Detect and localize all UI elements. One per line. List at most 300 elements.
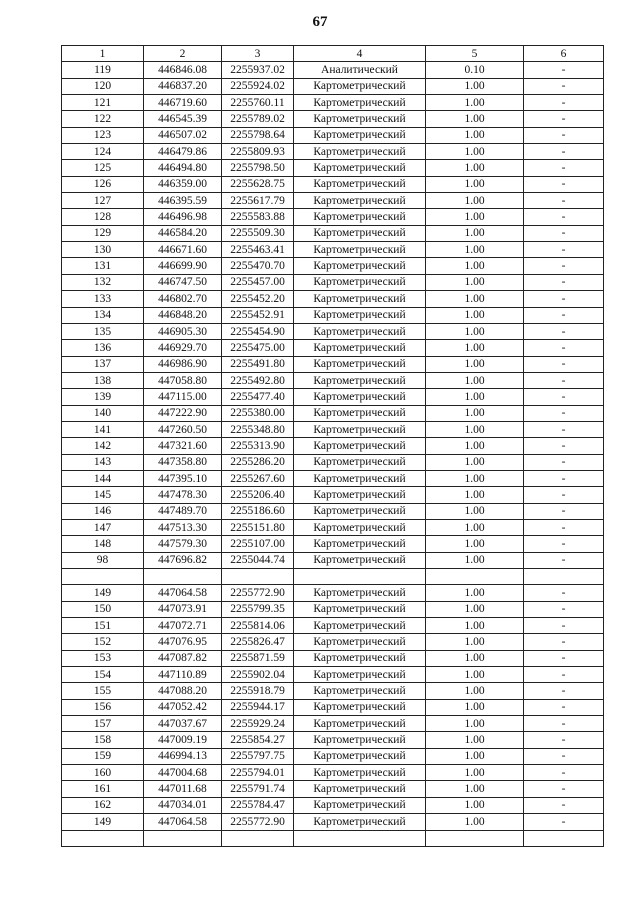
- cell-y-coordinate: 2255617.79: [222, 193, 294, 209]
- table-row: [62, 307, 604, 323]
- header-row: [62, 46, 604, 62]
- cell-y-coordinate: 2255470.70: [222, 258, 294, 274]
- table-row: [62, 716, 604, 732]
- cell-note: -: [524, 242, 604, 258]
- cell-x-coordinate: 447072.71: [144, 618, 222, 634]
- cell-point-number: 160: [62, 765, 144, 781]
- table-row: [62, 62, 604, 78]
- cell-note: -: [524, 193, 604, 209]
- table-row: [62, 291, 604, 307]
- cell-accuracy: 1.00: [426, 176, 524, 192]
- cell-accuracy: 1.00: [426, 274, 524, 290]
- cell-accuracy: 1.00: [426, 781, 524, 797]
- cell-point-number: 131: [62, 258, 144, 274]
- cell-note: -: [524, 127, 604, 143]
- cell-y-coordinate: 2255924.02: [222, 78, 294, 94]
- cell-x-coordinate: 447052.42: [144, 699, 222, 715]
- cell-note: -: [524, 683, 604, 699]
- cell-method: Картометрический: [294, 291, 426, 307]
- cell-note: -: [524, 356, 604, 372]
- cell-note: -: [524, 62, 604, 78]
- cell-y-coordinate: 2255794.01: [222, 765, 294, 781]
- cell-note: -: [524, 405, 604, 421]
- cell-y-coordinate: 2255760.11: [222, 95, 294, 111]
- cell-point-number: 158: [62, 732, 144, 748]
- cell-x-coordinate: 446494.80: [144, 160, 222, 176]
- cell-point-number: 130: [62, 242, 144, 258]
- cell-y-coordinate: 2255784.47: [222, 797, 294, 813]
- cell-note: -: [524, 209, 604, 225]
- cell-point-number: 157: [62, 716, 144, 732]
- cell-point-number: 143: [62, 454, 144, 470]
- table-row: [62, 323, 604, 339]
- cell-note: -: [524, 291, 604, 307]
- cell-note: -: [524, 732, 604, 748]
- cell-note: -: [524, 618, 604, 634]
- cell-method: Картометрический: [294, 405, 426, 421]
- cell-point-number: 162: [62, 797, 144, 813]
- cell-method: Картометрический: [294, 160, 426, 176]
- cell-method: Картометрический: [294, 585, 426, 601]
- table-row: [62, 356, 604, 372]
- cell-point-number: 121: [62, 95, 144, 111]
- cell-point-number: 98: [62, 552, 144, 568]
- cell-point-number: 149: [62, 585, 144, 601]
- header-cell-6: 6: [524, 46, 604, 62]
- cell-method: Картометрический: [294, 814, 426, 830]
- cell-note: -: [524, 781, 604, 797]
- table-row: [62, 421, 604, 437]
- table-row: [62, 699, 604, 715]
- cell-note: -: [524, 323, 604, 339]
- cell-note: -: [524, 438, 604, 454]
- cell-method: Картометрический: [294, 683, 426, 699]
- cell-method: [294, 830, 426, 846]
- cell-accuracy: 1.00: [426, 438, 524, 454]
- table-row: [62, 372, 604, 388]
- cell-accuracy: 1.00: [426, 667, 524, 683]
- cell-point-number: 124: [62, 144, 144, 160]
- cell-x-coordinate: 447478.30: [144, 487, 222, 503]
- cell-method: Картометрический: [294, 503, 426, 519]
- cell-point-number: 141: [62, 421, 144, 437]
- cell-x-coordinate: 447073.91: [144, 601, 222, 617]
- cell-x-coordinate: 447088.20: [144, 683, 222, 699]
- cell-method: Картометрический: [294, 552, 426, 568]
- cell-method: Картометрический: [294, 323, 426, 339]
- cell-y-coordinate: 2255286.20: [222, 454, 294, 470]
- cell-y-coordinate: 2255772.90: [222, 814, 294, 830]
- cell-point-number: 136: [62, 340, 144, 356]
- table-row: [62, 519, 604, 535]
- cell-point-number: 159: [62, 748, 144, 764]
- cell-x-coordinate: 446671.60: [144, 242, 222, 258]
- cell-note: -: [524, 814, 604, 830]
- cell-accuracy: 1.00: [426, 683, 524, 699]
- cell-method: Аналитический: [294, 62, 426, 78]
- cell-point-number: 132: [62, 274, 144, 290]
- cell-note: -: [524, 470, 604, 486]
- cell-y-coordinate: 2255044.74: [222, 552, 294, 568]
- cell-y-coordinate: 2255491.80: [222, 356, 294, 372]
- cell-method: Картометрический: [294, 438, 426, 454]
- cell-point-number: 153: [62, 650, 144, 666]
- cell-y-coordinate: 2255798.64: [222, 127, 294, 143]
- cell-accuracy: 1.00: [426, 78, 524, 94]
- cell-method: Картометрический: [294, 95, 426, 111]
- cell-method: Картометрический: [294, 78, 426, 94]
- cell-x-coordinate: 446496.98: [144, 209, 222, 225]
- cell-y-coordinate: 2255151.80: [222, 519, 294, 535]
- cell-x-coordinate: 447009.19: [144, 732, 222, 748]
- cell-accuracy: 1.00: [426, 487, 524, 503]
- cell-y-coordinate: 2255509.30: [222, 225, 294, 241]
- cell-accuracy: 1.00: [426, 127, 524, 143]
- cell-y-coordinate: [222, 830, 294, 846]
- cell-y-coordinate: 2255452.20: [222, 291, 294, 307]
- cell-point-number: 133: [62, 291, 144, 307]
- cell-y-coordinate: 2255186.60: [222, 503, 294, 519]
- cell-accuracy: 1.00: [426, 618, 524, 634]
- cell-x-coordinate: 447358.80: [144, 454, 222, 470]
- cell-point-number: 151: [62, 618, 144, 634]
- cell-point-number: [62, 830, 144, 846]
- cell-x-coordinate: 446719.60: [144, 95, 222, 111]
- table-row: [62, 601, 604, 617]
- cell-note: [524, 569, 604, 585]
- cell-note: -: [524, 552, 604, 568]
- table-row: [62, 258, 604, 274]
- cell-point-number: 123: [62, 127, 144, 143]
- cell-accuracy: 1.00: [426, 372, 524, 388]
- cell-accuracy: 1.00: [426, 291, 524, 307]
- header-cell-2: 2: [144, 46, 222, 62]
- cell-y-coordinate: 2255937.02: [222, 62, 294, 78]
- cell-method: Картометрический: [294, 618, 426, 634]
- cell-accuracy: 1.00: [426, 356, 524, 372]
- cell-point-number: 161: [62, 781, 144, 797]
- table-row: [62, 274, 604, 290]
- cell-x-coordinate: 447058.80: [144, 372, 222, 388]
- cell-note: -: [524, 78, 604, 94]
- cell-accuracy: 1.00: [426, 601, 524, 617]
- cell-accuracy: 1.00: [426, 536, 524, 552]
- cell-point-number: 142: [62, 438, 144, 454]
- cell-note: -: [524, 585, 604, 601]
- cell-note: -: [524, 601, 604, 617]
- table-row: [62, 340, 604, 356]
- cell-method: Картометрический: [294, 127, 426, 143]
- cell-y-coordinate: 2255791.74: [222, 781, 294, 797]
- cell-accuracy: 1.00: [426, 405, 524, 421]
- cell-accuracy: 1.00: [426, 144, 524, 160]
- cell-x-coordinate: 447037.67: [144, 716, 222, 732]
- table-row: [62, 667, 604, 683]
- table-row: [62, 225, 604, 241]
- cell-method: Картометрический: [294, 748, 426, 764]
- cell-method: Картометрический: [294, 144, 426, 160]
- cell-point-number: 129: [62, 225, 144, 241]
- cell-accuracy: 1.00: [426, 323, 524, 339]
- cell-x-coordinate: 446747.50: [144, 274, 222, 290]
- cell-accuracy: 1.00: [426, 307, 524, 323]
- cell-y-coordinate: 2255454.90: [222, 323, 294, 339]
- cell-x-coordinate: 447260.50: [144, 421, 222, 437]
- cell-point-number: 127: [62, 193, 144, 209]
- cell-accuracy: 1.00: [426, 699, 524, 715]
- cell-y-coordinate: 2255380.00: [222, 405, 294, 421]
- cell-method: Картометрический: [294, 732, 426, 748]
- cell-y-coordinate: 2255492.80: [222, 372, 294, 388]
- cell-x-coordinate: 446507.02: [144, 127, 222, 143]
- cell-x-coordinate: [144, 830, 222, 846]
- cell-accuracy: 1.00: [426, 111, 524, 127]
- cell-note: [524, 830, 604, 846]
- cell-accuracy: 1.00: [426, 160, 524, 176]
- cell-method: Картометрический: [294, 716, 426, 732]
- header-cell-1: 1: [62, 46, 144, 62]
- cell-accuracy: 1.00: [426, 519, 524, 535]
- table-row: [62, 650, 604, 666]
- cell-point-number: 155: [62, 683, 144, 699]
- table-row: [62, 438, 604, 454]
- cell-method: Картометрический: [294, 470, 426, 486]
- cell-x-coordinate: 446929.70: [144, 340, 222, 356]
- cell-note: -: [524, 748, 604, 764]
- cell-note: -: [524, 225, 604, 241]
- cell-x-coordinate: 446986.90: [144, 356, 222, 372]
- cell-point-number: 140: [62, 405, 144, 421]
- cell-accuracy: 0.10: [426, 62, 524, 78]
- cell-note: -: [524, 258, 604, 274]
- cell-method: Картометрический: [294, 454, 426, 470]
- cell-y-coordinate: 2255814.06: [222, 618, 294, 634]
- table-row: [62, 748, 604, 764]
- cell-x-coordinate: 447579.30: [144, 536, 222, 552]
- page-number: 67: [312, 14, 328, 30]
- cell-x-coordinate: 446479.86: [144, 144, 222, 160]
- cell-method: Картометрический: [294, 356, 426, 372]
- cell-point-number: 146: [62, 503, 144, 519]
- cell-method: Картометрический: [294, 421, 426, 437]
- header-cell-5: 5: [426, 46, 524, 62]
- cell-note: -: [524, 372, 604, 388]
- cell-y-coordinate: 2255902.04: [222, 667, 294, 683]
- cell-note: -: [524, 95, 604, 111]
- cell-x-coordinate: 446994.13: [144, 748, 222, 764]
- cell-x-coordinate: 447064.58: [144, 585, 222, 601]
- cell-note: -: [524, 160, 604, 176]
- cell-y-coordinate: 2255583.88: [222, 209, 294, 225]
- table-row: [62, 389, 604, 405]
- cell-accuracy: 1.00: [426, 634, 524, 650]
- cell-note: -: [524, 340, 604, 356]
- cell-x-coordinate: 447076.95: [144, 634, 222, 650]
- table-row: [62, 569, 604, 585]
- table-row: [62, 765, 604, 781]
- cell-method: Картометрический: [294, 634, 426, 650]
- cell-y-coordinate: 2255206.40: [222, 487, 294, 503]
- table-body: [62, 62, 604, 847]
- cell-accuracy: 1.00: [426, 716, 524, 732]
- cell-method: Картометрический: [294, 765, 426, 781]
- cell-x-coordinate: 446837.20: [144, 78, 222, 94]
- cell-accuracy: 1.00: [426, 585, 524, 601]
- cell-y-coordinate: 2255871.59: [222, 650, 294, 666]
- cell-note: -: [524, 634, 604, 650]
- cell-note: -: [524, 716, 604, 732]
- cell-y-coordinate: 2255772.90: [222, 585, 294, 601]
- cell-accuracy: 1.00: [426, 797, 524, 813]
- table-row: [62, 683, 604, 699]
- cell-accuracy: 1.00: [426, 503, 524, 519]
- cell-y-coordinate: 2255107.00: [222, 536, 294, 552]
- cell-method: Картометрический: [294, 176, 426, 192]
- cell-x-coordinate: 447115.00: [144, 389, 222, 405]
- cell-point-number: 145: [62, 487, 144, 503]
- cell-accuracy: 1.00: [426, 389, 524, 405]
- cell-method: Картометрический: [294, 209, 426, 225]
- cell-accuracy: 1.00: [426, 650, 524, 666]
- cell-x-coordinate: 447321.60: [144, 438, 222, 454]
- cell-y-coordinate: 2255918.79: [222, 683, 294, 699]
- header-cell-3: 3: [222, 46, 294, 62]
- cell-method: Картометрический: [294, 667, 426, 683]
- cell-note: -: [524, 454, 604, 470]
- cell-method: Картометрический: [294, 274, 426, 290]
- cell-x-coordinate: 447110.89: [144, 667, 222, 683]
- header-cell-4: 4: [294, 46, 426, 62]
- cell-y-coordinate: 2255267.60: [222, 470, 294, 486]
- cell-y-coordinate: 2255313.90: [222, 438, 294, 454]
- cell-point-number: 126: [62, 176, 144, 192]
- table-row: [62, 781, 604, 797]
- cell-point-number: 150: [62, 601, 144, 617]
- table-row: [62, 242, 604, 258]
- cell-x-coordinate: 447696.82: [144, 552, 222, 568]
- table-row: [62, 470, 604, 486]
- cell-accuracy: 1.00: [426, 242, 524, 258]
- cell-accuracy: 1.00: [426, 95, 524, 111]
- cell-method: Картометрический: [294, 242, 426, 258]
- cell-point-number: 147: [62, 519, 144, 535]
- cell-method: Картометрический: [294, 258, 426, 274]
- cell-method: [294, 569, 426, 585]
- table-row: [62, 78, 604, 94]
- cell-method: Картометрический: [294, 536, 426, 552]
- cell-accuracy: 1.00: [426, 454, 524, 470]
- cell-note: -: [524, 144, 604, 160]
- cell-point-number: 122: [62, 111, 144, 127]
- cell-x-coordinate: 446359.00: [144, 176, 222, 192]
- table-row: [62, 405, 604, 421]
- cell-x-coordinate: 446584.20: [144, 225, 222, 241]
- cell-note: -: [524, 699, 604, 715]
- cell-method: Картометрический: [294, 601, 426, 617]
- cell-x-coordinate: 446395.59: [144, 193, 222, 209]
- table-row: [62, 830, 604, 846]
- cell-note: -: [524, 765, 604, 781]
- table-row: [62, 814, 604, 830]
- cell-note: -: [524, 536, 604, 552]
- cell-y-coordinate: 2255854.27: [222, 732, 294, 748]
- table-row: [62, 127, 604, 143]
- cell-x-coordinate: 447034.01: [144, 797, 222, 813]
- cell-y-coordinate: 2255457.00: [222, 274, 294, 290]
- table-row: [62, 552, 604, 568]
- cell-point-number: 137: [62, 356, 144, 372]
- cell-accuracy: 1.00: [426, 765, 524, 781]
- cell-note: -: [524, 797, 604, 813]
- cell-x-coordinate: 447513.30: [144, 519, 222, 535]
- cell-accuracy: 1.00: [426, 340, 524, 356]
- cell-x-coordinate: 447064.58: [144, 814, 222, 830]
- cell-method: Картометрический: [294, 519, 426, 535]
- cell-y-coordinate: 2255463.41: [222, 242, 294, 258]
- cell-y-coordinate: 2255799.35: [222, 601, 294, 617]
- cell-accuracy: [426, 569, 524, 585]
- cell-y-coordinate: 2255789.02: [222, 111, 294, 127]
- cell-x-coordinate: 447222.90: [144, 405, 222, 421]
- coordinates-table: [61, 45, 604, 847]
- cell-x-coordinate: [144, 569, 222, 585]
- cell-note: -: [524, 307, 604, 323]
- cell-point-number: 138: [62, 372, 144, 388]
- cell-point-number: 144: [62, 470, 144, 486]
- cell-method: Картометрический: [294, 111, 426, 127]
- cell-y-coordinate: 2255477.40: [222, 389, 294, 405]
- cell-note: -: [524, 650, 604, 666]
- cell-point-number: 154: [62, 667, 144, 683]
- table-row: [62, 618, 604, 634]
- cell-x-coordinate: 446802.70: [144, 291, 222, 307]
- cell-y-coordinate: [222, 569, 294, 585]
- table-row: [62, 160, 604, 176]
- table-row: [62, 144, 604, 160]
- table-row: [62, 176, 604, 192]
- cell-method: Картометрический: [294, 797, 426, 813]
- cell-y-coordinate: 2255944.17: [222, 699, 294, 715]
- cell-point-number: 134: [62, 307, 144, 323]
- cell-x-coordinate: 446846.08: [144, 62, 222, 78]
- cell-y-coordinate: 2255475.00: [222, 340, 294, 356]
- cell-accuracy: 1.00: [426, 258, 524, 274]
- cell-method: Картометрический: [294, 699, 426, 715]
- cell-note: -: [524, 176, 604, 192]
- cell-point-number: 149: [62, 814, 144, 830]
- cell-point-number: 148: [62, 536, 144, 552]
- cell-x-coordinate: 447395.10: [144, 470, 222, 486]
- cell-note: -: [524, 667, 604, 683]
- cell-point-number: [62, 569, 144, 585]
- cell-note: -: [524, 487, 604, 503]
- cell-method: Картометрический: [294, 340, 426, 356]
- cell-accuracy: [426, 830, 524, 846]
- cell-method: Картометрический: [294, 389, 426, 405]
- cell-method: Картометрический: [294, 307, 426, 323]
- cell-y-coordinate: 2255809.93: [222, 144, 294, 160]
- table-header: [62, 46, 604, 62]
- cell-accuracy: 1.00: [426, 209, 524, 225]
- table-row: [62, 111, 604, 127]
- cell-method: Картометрический: [294, 650, 426, 666]
- cell-accuracy: 1.00: [426, 814, 524, 830]
- cell-accuracy: 1.00: [426, 470, 524, 486]
- cell-accuracy: 1.00: [426, 552, 524, 568]
- cell-note: -: [524, 519, 604, 535]
- cell-accuracy: 1.00: [426, 193, 524, 209]
- cell-note: -: [524, 274, 604, 290]
